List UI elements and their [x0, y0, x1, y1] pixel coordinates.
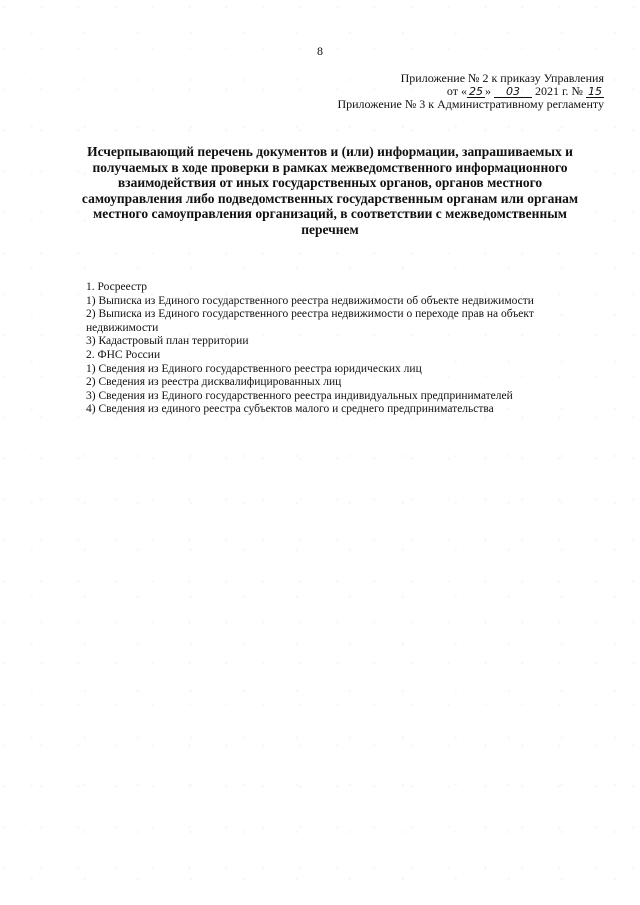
list-item: 1) Сведения из Единого государственного реестра юридических лиц	[86, 362, 422, 375]
page-number: 8	[317, 44, 323, 58]
list-item: 3) Кадастровый план территории	[86, 335, 249, 348]
document-list	[86, 281, 606, 417]
list-item: 2) Выписка из Единого государственного реестра недвижимости о переходе прав на объект недвижимости	[86, 308, 534, 334]
document-title: Исчерпывающий перечень документов и (или) информации, запрашиваемых и получаемых в ходе проверки в рамках межведомственного информационного взаимодействия от иных государственных органов, органов местного самоуправления либо подведомственных государственным органам или органам местного самоуправления организаций, в соответствии с межведомственным перечнем	[81, 144, 579, 237]
order-year: 2021 г. №	[531, 84, 586, 98]
order-date-mid: »	[484, 84, 494, 98]
order-month: 03	[494, 86, 532, 98]
list-item: 4) Сведения из единого реестра субъектов малого и среднего предпринимательства	[86, 403, 494, 416]
list-item: 2) Сведения из реестра дисквалифицированных лиц	[86, 376, 342, 389]
list-item: 3) Сведения из Единого государственного реестра индивидуальных предпринимателей	[86, 389, 513, 402]
list-item: 1) Выписка из Единого государственного реестра недвижимости об объекте недвижимости	[86, 294, 534, 307]
order-date-prefix: от «	[446, 84, 467, 98]
order-number: 15	[588, 85, 602, 98]
appendix-order-reference: Приложение № 2 к приказу Управления	[400, 71, 604, 85]
list-item: 2. ФНС России	[86, 348, 161, 361]
appendix-regulation-reference: Приложение № 3 к Административному регламенту	[337, 97, 604, 111]
list-item: 1. Росреестр	[86, 281, 148, 293]
appendix-header	[337, 72, 604, 111]
order-day: 25	[468, 85, 483, 98]
